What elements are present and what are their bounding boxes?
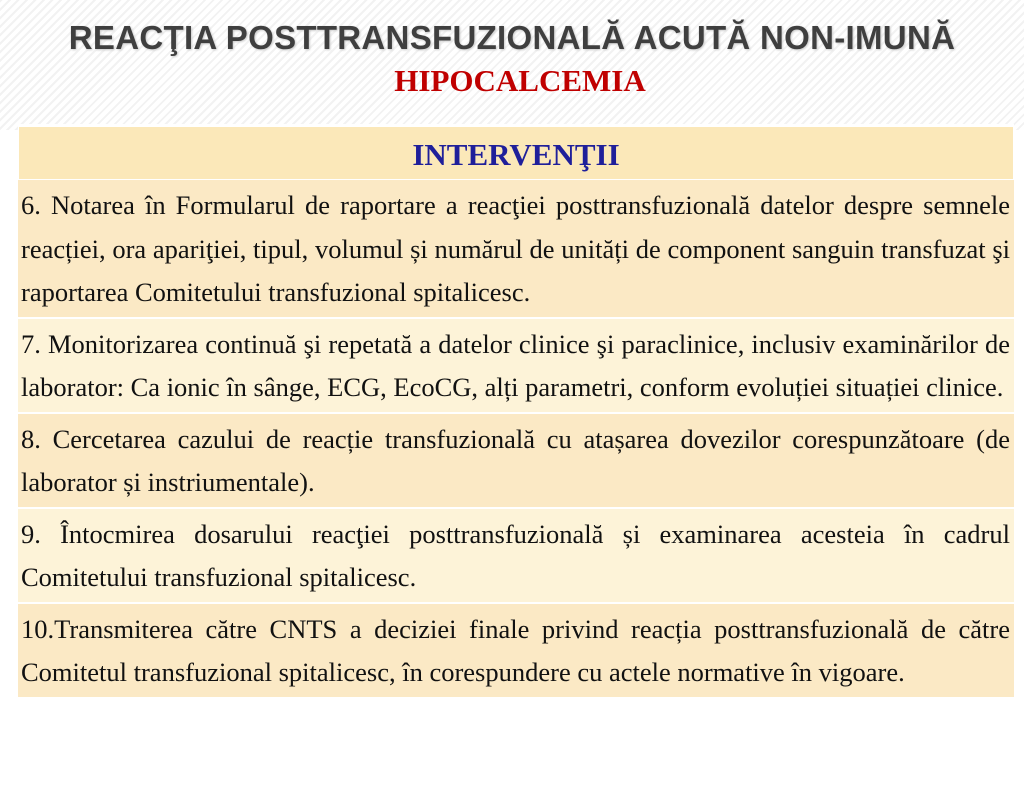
table-row: 6. Notarea în Formularul de raportare a reacţiei posttransfuzională datelor despre semnele reacției, ora apariţiei, tipul, volumul și numărul de unități de component sanguin transfuzat şi raportarea Comitetului transfuzional spitalicesc. [18, 180, 1014, 319]
table-row: 9. Întocmirea dosarului reacţiei posttransfuzională și examinarea acesteia în cadrul Comitetului transfuzional spitalicesc. [18, 509, 1014, 604]
table-row: 10.Transmiterea către CNTS a deciziei finale privind reacția posttransfuzională de către Comitetul transfuzional spitalicesc, în corespundere cu actele normative în vigoare. [18, 604, 1014, 699]
table-header: INTERVENŢII [18, 126, 1014, 180]
table-row: 8. Cercetarea cazului de reacție transfuzională cu atașarea dovezilor corespunzătoare (de laborator și instriumentale). [18, 414, 1014, 509]
interventions-table [18, 124, 1014, 786]
table-row: 7. Monitorizarea continuă şi repetată a datelor clinice şi paraclinice, inclusiv examinărilor de laborator: Ca ionic în sânge, ECG, EcoCG, alți parametri, conform evoluției situației clinice. [18, 319, 1014, 414]
slide-title: REACŢIA POSTTRANSFUZIONALĂ ACUTĂ NON-IMUNĂ [68, 19, 956, 56]
slide-subtitle: HIPOCALCEMIA [394, 63, 646, 98]
